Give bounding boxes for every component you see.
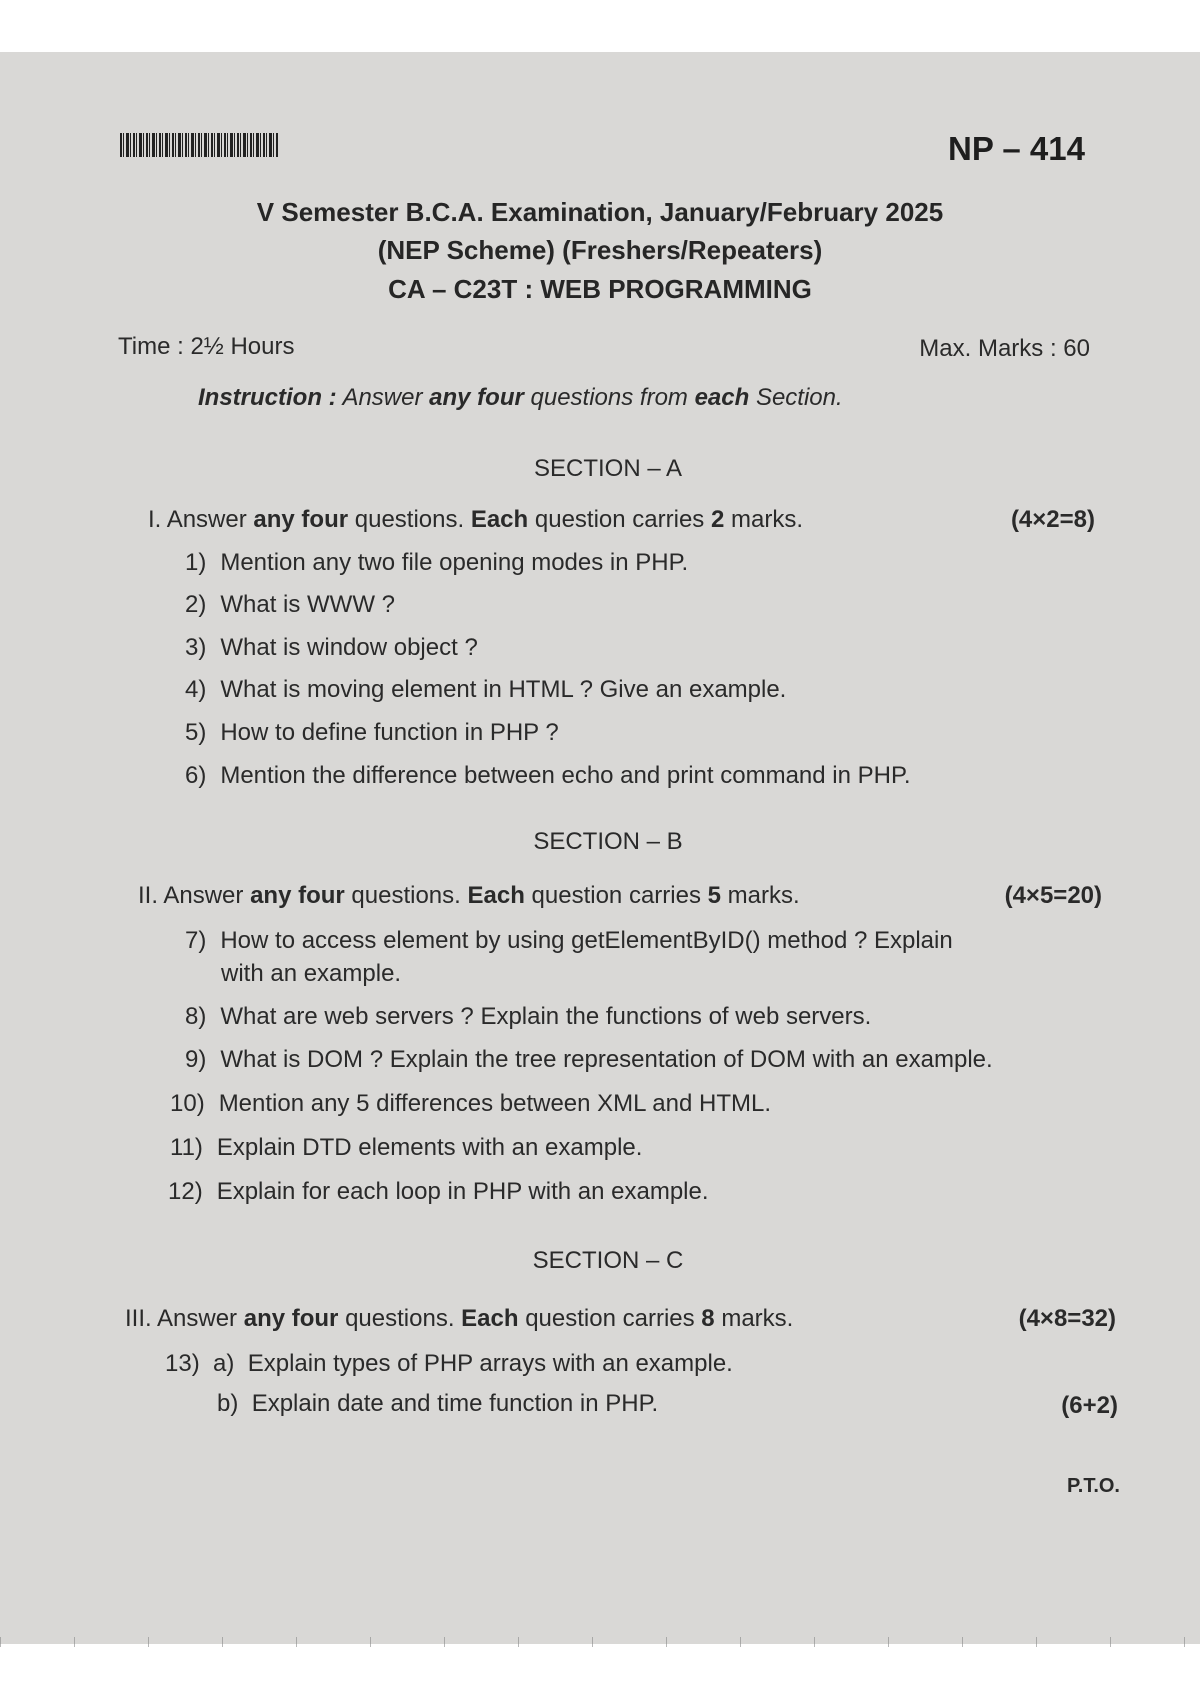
question-13-marks: (6+2): [1061, 1392, 1118, 1419]
exam-duration: Time : 2½ Hours: [118, 333, 295, 360]
section-b-title: SECTION – B: [533, 828, 683, 855]
question-4: 4) What is moving element in HTML ? Give an example.: [185, 676, 787, 703]
section-c-marks: (4×8=32): [1018, 1305, 1116, 1332]
section-b-marks: (4×5=20): [1004, 882, 1102, 909]
question-3: 3) What is window object ?: [185, 634, 478, 661]
question-1: 1) Mention any two file opening modes in PHP.: [185, 549, 689, 576]
question-2: 2) What is WWW ?: [185, 591, 395, 618]
question-11: 11) Explain DTD elements with an example.: [170, 1134, 643, 1161]
section-a-title: SECTION – A: [533, 455, 683, 482]
max-marks: Max. Marks : 60: [919, 335, 1090, 362]
section-a-instruction: I. Answer any four questions. Each question carries 2 marks.: [148, 506, 803, 533]
question-7-continued: with an example.: [221, 960, 402, 987]
exam-page: [0, 52, 1200, 1644]
question-8: 8) What are web servers ? Explain the functions of web servers.: [185, 1003, 872, 1030]
section-b-instruction: II. Answer any four questions. Each question carries 5 marks.: [138, 882, 800, 909]
question-7: 7) How to access element by using getElementByID() method ? Explain: [185, 927, 953, 954]
instruction-label: Instruction :: [198, 384, 337, 411]
question-5: 5) How to define function in PHP ?: [185, 719, 559, 746]
question-10: 10) Mention any 5 differences between XML and HTML.: [170, 1090, 771, 1117]
question-12: 12) Explain for each loop in PHP with an example.: [168, 1178, 709, 1205]
section-a-marks: (4×2=8): [1010, 506, 1095, 533]
section-c-instruction: III. Answer any four questions. Each question carries 8 marks.: [125, 1305, 794, 1332]
question-13b: b) Explain date and time function in PHP.: [217, 1390, 659, 1417]
instruction: Instruction : Answer any four questions from each Section.: [198, 384, 843, 411]
section-c-title: SECTION – C: [532, 1247, 684, 1274]
question-6: 6) Mention the difference between echo and print command in PHP.: [185, 762, 911, 789]
exam-scheme: (NEP Scheme) (Freshers/Repeaters): [377, 235, 823, 265]
exam-title: V Semester B.C.A. Examination, January/February 2025: [256, 197, 944, 227]
barcode: [120, 133, 278, 157]
page-edge-ticks: [0, 1637, 1200, 1647]
please-turn-over: P.T.O.: [1067, 1475, 1120, 1497]
question-9: 9) What is DOM ? Explain the tree representation of DOM with an example.: [185, 1046, 993, 1073]
question-13a: 13) a) Explain types of PHP arrays with an example.: [165, 1350, 733, 1377]
paper-code: NP – 414: [948, 130, 1085, 167]
course-title: CA – C23T : WEB PROGRAMMING: [388, 274, 812, 304]
